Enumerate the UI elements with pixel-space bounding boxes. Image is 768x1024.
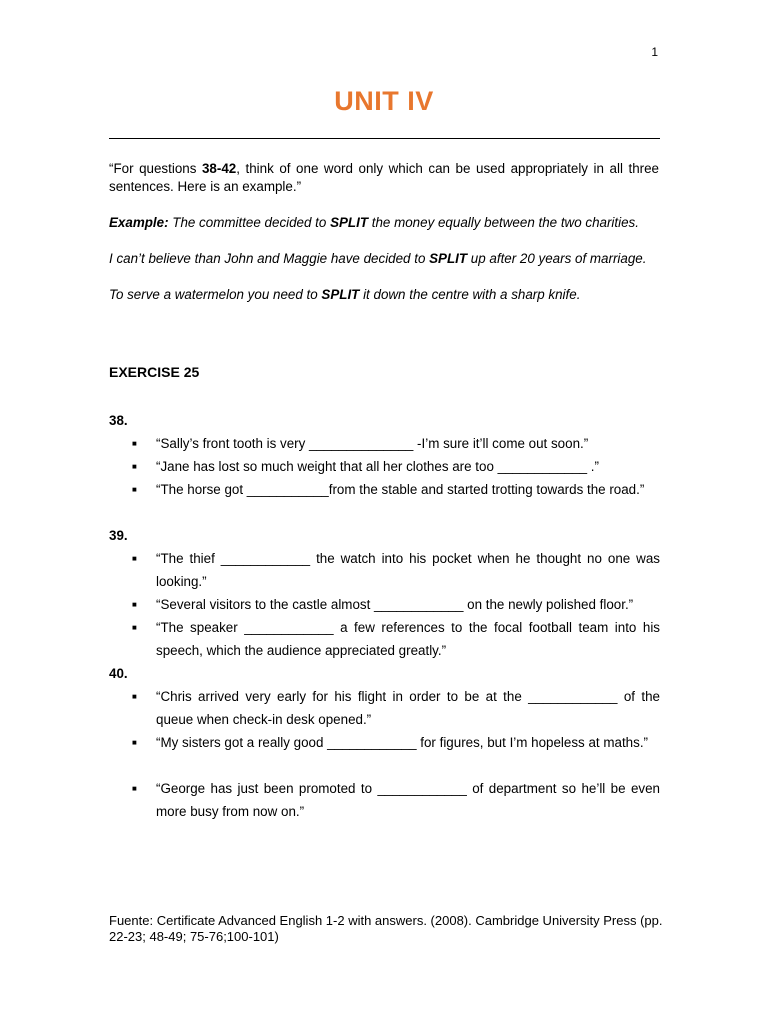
title-divider: [109, 138, 660, 139]
list-item: [132, 432, 660, 455]
blank-sentence: “Sally’s front tooth is very ______________ -I’m sure it’ll come out soon.”: [156, 436, 589, 451]
blank-sentence: “The speaker ____________ a few references to the focal football team into his speech, which the audience appreciated greatly.”: [156, 620, 660, 658]
intro-paragraph: “For questions 38-42, think of one word only which can be used appropriately in all three sentences. Here is an example.”: [109, 161, 659, 194]
square-bullet-icon: ■: [132, 692, 137, 701]
page-number: 1: [651, 45, 658, 59]
list-item: [132, 547, 660, 593]
blank-sentence: “The horse got ___________from the stable and started trotting towards the road.”: [156, 482, 645, 497]
square-bullet-icon: ■: [132, 784, 137, 793]
example-paragraph: Example: The committee decided to SPLIT the money equally between the two charities.: [109, 215, 639, 230]
square-bullet-icon: ■: [132, 439, 137, 448]
source-footer: Fuente: Certificate Advanced English 1-2 with answers. (2008). Cambridge University Press (pp. 22-23; 48-49; 75-76;100-101): [109, 913, 663, 944]
example-sentence-3: To serve a watermelon you need to SPLIT it down the centre with a sharp knife.: [109, 287, 581, 302]
list-item: [132, 685, 660, 731]
list-item: [132, 478, 660, 501]
square-bullet-icon: ■: [132, 462, 137, 471]
blank-sentence: “My sisters got a really good ____________ for figures, but I’m hopeless at maths.”: [156, 735, 648, 750]
example-sentence-2: I can’t believe than John and Maggie have decided to SPLIT up after 20 years of marriage.: [109, 251, 647, 266]
question-number: 38.: [109, 413, 128, 428]
square-bullet-icon: ■: [132, 623, 137, 632]
question-number: 40.: [109, 666, 128, 681]
blank-sentence: “Jane has lost so much weight that all her clothes are too ____________ .”: [156, 459, 599, 474]
question-range: 38-42: [201, 161, 237, 176]
square-bullet-icon: ■: [132, 738, 137, 747]
square-bullet-icon: ■: [132, 600, 137, 609]
blank-sentence: “Several visitors to the castle almost ____________ on the newly polished floor.”: [156, 597, 634, 612]
list-item: [132, 616, 660, 662]
blank-sentence: “The thief ____________ the watch into his pocket when he thought no one was looking.”: [156, 551, 660, 589]
page-title: UNIT IV: [334, 86, 434, 116]
example-label: Example:: [109, 215, 169, 230]
list-item: [132, 731, 660, 754]
example-keyword: SPLIT: [321, 287, 360, 302]
example-keyword: SPLIT: [330, 215, 369, 230]
list-item: [132, 593, 660, 616]
exercise-title: EXERCISE 25: [109, 364, 200, 380]
square-bullet-icon: ■: [132, 554, 137, 563]
question-number: 39.: [109, 528, 128, 543]
square-bullet-icon: ■: [132, 485, 137, 494]
blank-sentence: “George has just been promoted to ____________ of department so he’ll be even more busy from now on.”: [156, 781, 660, 819]
list-item: [132, 455, 660, 478]
list-item: [132, 777, 660, 823]
example-keyword: SPLIT: [429, 251, 468, 266]
blank-sentence: “Chris arrived very early for his flight in order to be at the ____________ of the queue when check-in desk opened.”: [156, 689, 660, 727]
instructions: [109, 160, 659, 304]
